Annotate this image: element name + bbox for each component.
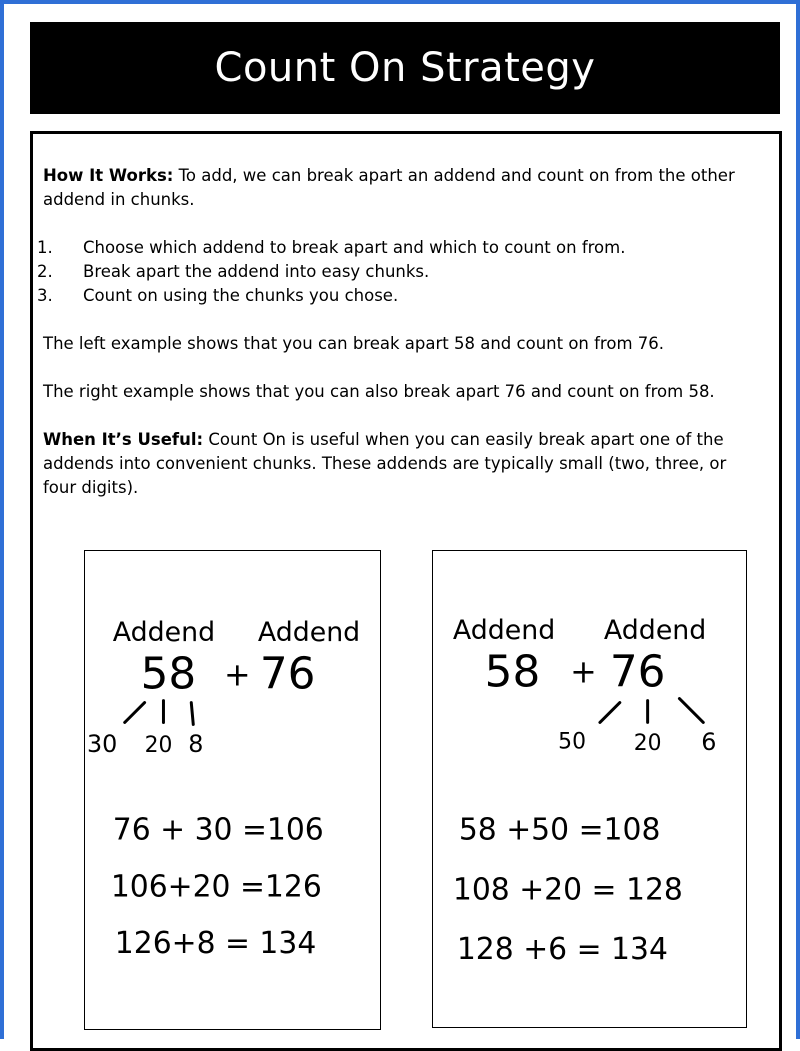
list-item bbox=[37, 260, 763, 284]
how-it-works-text: To add, we can break apart an addend and count on from the other addend in chunks. bbox=[43, 166, 735, 209]
right-example-drawing bbox=[433, 551, 746, 1027]
page-title: Count On Strategy bbox=[30, 22, 780, 114]
right-example-card bbox=[432, 550, 747, 1028]
list-item bbox=[37, 236, 763, 260]
chunk-value: 8 bbox=[188, 730, 204, 759]
how-it-works-paragraph bbox=[43, 164, 763, 212]
left-example-text: The left example shows that you can break apart 58 and count on from 76. bbox=[43, 334, 665, 353]
equation: 106+20 =126 bbox=[110, 869, 322, 905]
addend-label: Addend bbox=[257, 617, 361, 649]
chunk-value: 50 bbox=[558, 729, 587, 755]
equation: 126+8 = 134 bbox=[114, 925, 317, 961]
chunk-value: 20 bbox=[144, 733, 173, 759]
equation: 76 + 30 =106 bbox=[112, 812, 324, 848]
addend-label: Addend bbox=[452, 614, 556, 646]
equation: 128 +6 = 134 bbox=[456, 931, 668, 967]
step-number: 1. bbox=[37, 238, 53, 257]
plus-sign: + bbox=[570, 653, 597, 691]
when-useful-label: When It’s Useful: bbox=[43, 430, 204, 449]
addend-label: Addend bbox=[112, 617, 216, 649]
chunk-value: 30 bbox=[86, 730, 118, 759]
instructions-text bbox=[37, 164, 763, 500]
chunk-value: 6 bbox=[701, 728, 717, 757]
equation: 108 +20 = 128 bbox=[452, 872, 683, 908]
how-it-works-label: How It Works: bbox=[43, 166, 174, 185]
addend-label: Addend bbox=[603, 614, 707, 646]
left-example-card bbox=[84, 550, 381, 1030]
when-useful-text: Count On is useful when you can easily break apart one of the addends into convenient chunks. These addends are typically small (two, three, or four digits). bbox=[43, 430, 727, 497]
step-text: Count on using the chunks you chose. bbox=[83, 286, 399, 305]
list-item bbox=[37, 284, 763, 308]
step-number: 2. bbox=[37, 262, 53, 281]
when-useful-paragraph bbox=[43, 428, 763, 500]
addend-number: 58 bbox=[484, 646, 541, 698]
step-text: Break apart the addend into easy chunks. bbox=[83, 262, 430, 281]
right-example-text: The right example shows that you can also break apart 76 and count on from 58. bbox=[43, 382, 715, 401]
step-text: Choose which addend to break apart and which to count on from. bbox=[83, 238, 626, 257]
chunk-value: 20 bbox=[633, 731, 662, 757]
plus-sign: + bbox=[224, 657, 251, 694]
step-number: 3. bbox=[37, 286, 53, 305]
addend-number: 76 bbox=[609, 646, 666, 698]
steps-list bbox=[37, 236, 763, 308]
left-example-drawing bbox=[85, 551, 380, 1029]
addend-number: 76 bbox=[259, 648, 316, 700]
equation: 58 +50 =108 bbox=[458, 812, 661, 848]
addend-number: 58 bbox=[140, 648, 197, 700]
